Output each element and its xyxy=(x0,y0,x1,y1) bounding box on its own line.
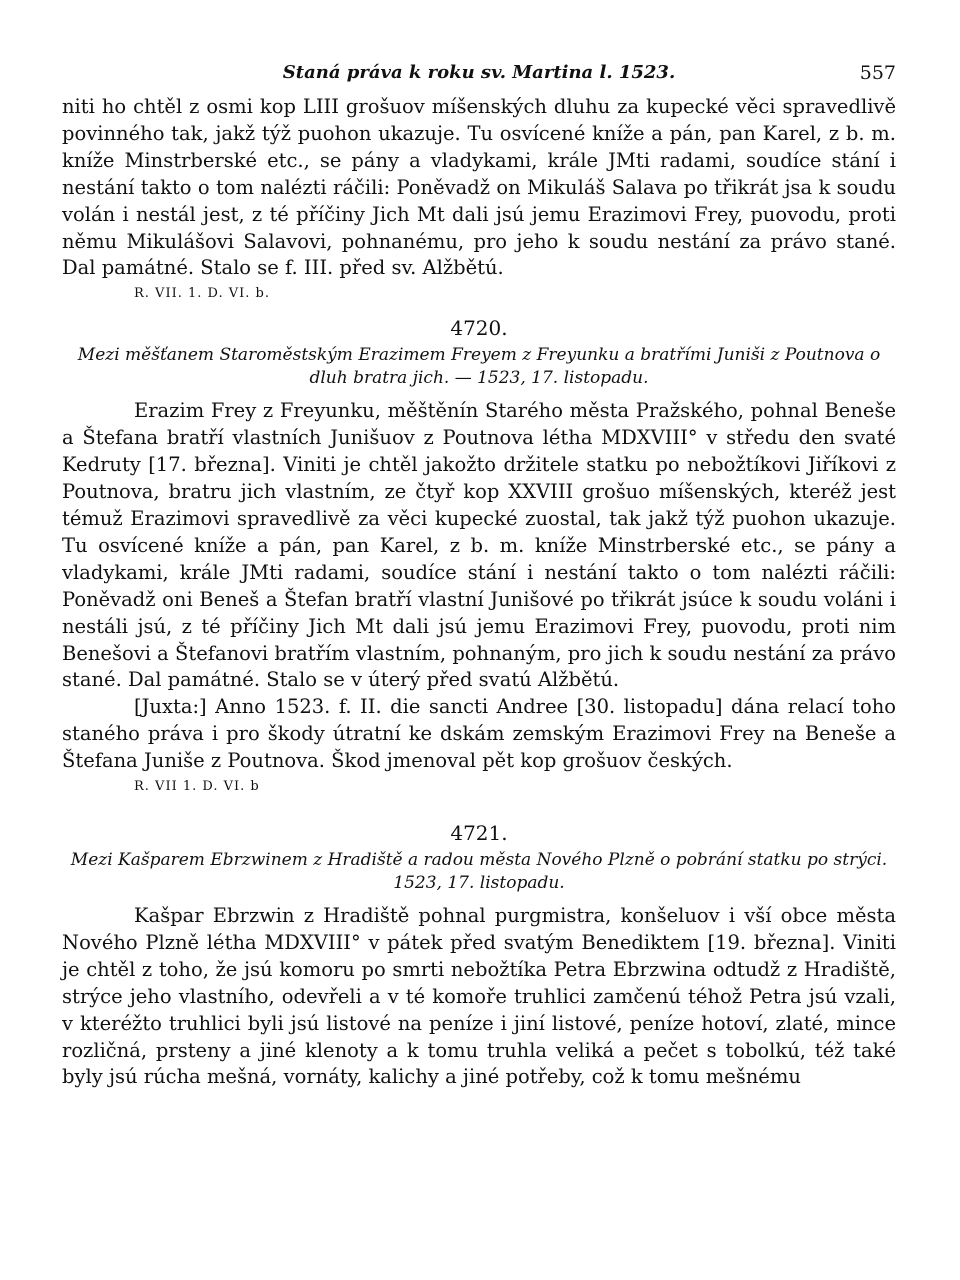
source-reference: R. VII. 1. D. VI. b. xyxy=(134,286,270,302)
document-page xyxy=(62,58,896,1091)
entry-number: 4720. xyxy=(450,316,508,341)
running-title: Staná práva k roku sv. Martina l. 1523. xyxy=(282,62,676,83)
entry-paragraph: Kašpar Ebrzwin z Hradiště pohnal purgmistra, konšeluov i vší obce města Nového Plzně létha MDXVIII° v pátek před svatým Benediktem [19. března]. Viniti je chtěl z toho, že jsú komoru po smrti nebožtíka Petra Ebrzwina odtudž z Hradiště, strýce jeho vlastního, odevřeli a v té komoře truhlici zamčenú téhož Petra jsú vzali, v kteréžto truhlici byli jsú listové na peníze i jiní listové, peníze hotoví, zlaté, mince rozličná, prsteny a jiné klenoty a k tomu truhla veliká a pečet s tobolkú, též také byly jsú rúcha mešná, vornáty, kalichy a jiné potřeby, což k tomu mešnému xyxy=(62,904,896,1089)
opening-paragraph: niti ho chtěl z osmi kop LIII grošuov míšenských dluhu za kupecké věci spravedlivě povinného tak, jakž týž puohon ukazuje. Tu osvícené kníže a pán, pan Karel, z b. m. kníže Minstrberské etc., se pány a vladykami, krále JMti radami, soudíce stání i nestání takto o tom nalézti ráčili: Poněvadž on Mikuláš Salava po třikrát jsa k soudu volán i nestál jest, z té příčiny Jich Mt dali jsú jemu Erazimovi Frey, puovodu, proti němu Mikulášovi Salavovi, pohnanému, pro jeho k soudu nestání za právo stané. Dal památné. Stalo se f. III. před sv. Alžbětú. xyxy=(62,95,896,280)
entry-number: 4721. xyxy=(450,821,508,846)
page-number: 557 xyxy=(859,62,896,84)
entry-summary: Mezi Kašparem Ebrzwinem z Hradiště a radou města Nového Plzně o pobrání statku po strýci. 1523, 17. listopadu. xyxy=(70,850,888,894)
entry-summary: Mezi měšťanem Staroměstským Erazimem Freyem z Freyunku a bratřími Juniši z Poutnova o dluh bratra jich. — 1523, 17. listopadu. xyxy=(77,345,881,389)
source-reference: R. VII 1. D. VI. b xyxy=(134,779,260,795)
page-header xyxy=(62,58,896,88)
entry-paragraph: [Juxta:] Anno 1523. f. II. die sancti Andree [30. listopadu] dána relací toho staného práva i pro škody útratní ke dskám zemským Erazimovi Frey na Beneše a Štefana Juniše z Poutnova. Škod jmenoval pět kop grošuov českých. xyxy=(62,695,896,773)
entry-paragraph: Erazim Frey z Freyunku, měštěnín Starého města Pražského, pohnal Beneše a Štefana bratří vlastních Junišuov z Poutnova létha MDXVIII° v středu den svaté Kedruty [17. března]. Viniti je chtěl jakožto držitele statku po nebožtíkovi Jiříkovi z Poutnova, bratru jich vlastním, ze čtyř kop XXVIII grošuo míšenských, kteréž jest témuž Erazimovi spravedlivě za věci kupecké zuostal, tak jakž týž puohon ukazuje. Tu osvícené kníže a pán, pan Karel, z b. m. kníže Minstrberské etc., se pány a vladykami, krále JMti radami, soudíce stání i nestání takto o tom nalézti ráčili: Poněvadž oni Beneš a Štefan bratří vlastní Junišové po třikrát jsúce k soudu voláni i nestáli jsú, z té příčiny Jich Mt dali jsú jemu Erazimovi Frey, puovodu, proti nim Benešovi a Štefanovi bratřím vlastním, pohnaným, pro jich k soudu nestání za právo stané. Dal památné. Stalo se v úterý před svatú Alžbětú. xyxy=(62,399,896,692)
